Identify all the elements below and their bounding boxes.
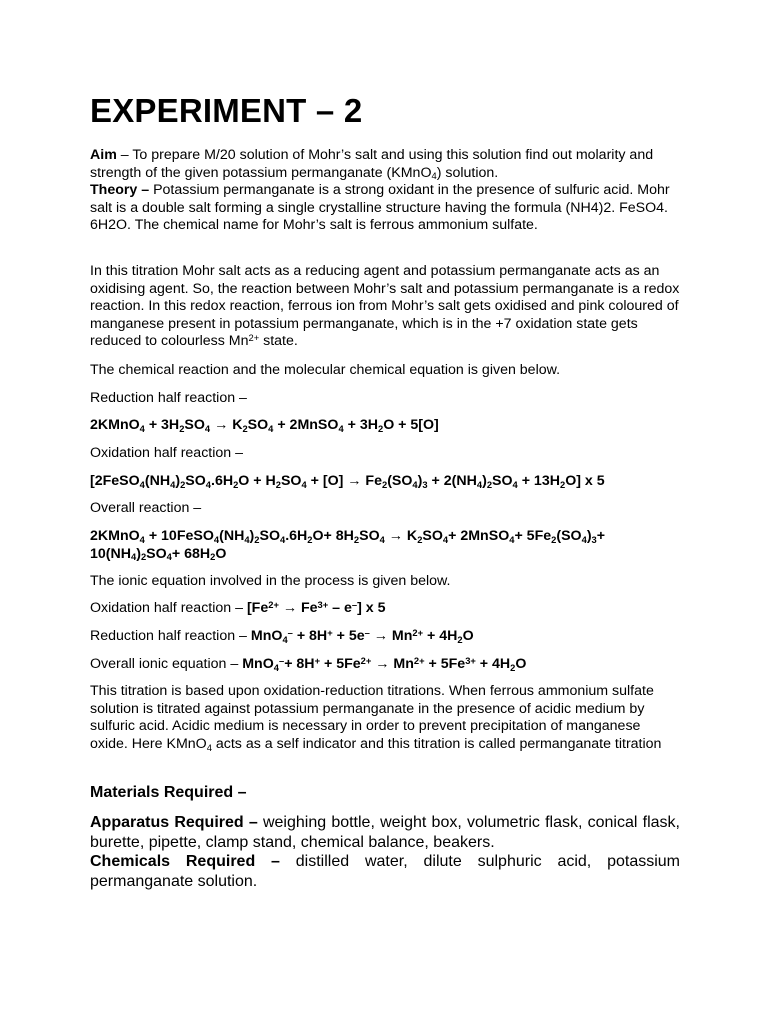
theory-text: Potassium permanganate is a strong oxidant in the presence of sulfuric acid. Mohr salt is a double salt forming a single crystalline structure having the formula (NH4)2. FeSO4. 6H2O. The chemical name for Mohr’s salt is ferrous ammonium sulfate. (90, 182, 670, 234)
apparatus-label: Apparatus Required – (90, 814, 258, 831)
ionic-intro: The ionic equation involved in the process is given below. (90, 573, 451, 589)
chemical-intro: The chemical reaction and the molecular chemical equation is given below. (90, 362, 561, 378)
materials-heading: Materials Required – (90, 784, 247, 801)
reduction-half-label: Reduction half reaction – (90, 390, 247, 406)
apparatus-text: weighing bottle, weight box, volumetric flask, conical flask, burette, pipette, clamp stand, chemical balance, beakers. (90, 814, 680, 851)
ionic-reduction: Reduction half reaction – $MnO_4^- + 8H^+ + 5e^- \to Mn^{2+} + 4H_2O$ (90, 627, 474, 645)
aim-theory-block: Aim – To prepare M/20 solution of Mohr’s salt and using this solution find out molarity and strength of the given potassium permanganate (KMnO$_4$) solution. Theory – Potassium permanganate is a strong oxidant in the presence of sulfuric acid. Mohr salt is a double salt forming a single crystalline structure having the formula (NH4)2. FeSO4. 6H2O. The chemical name for Mohr’s salt is ferrous ammonium sulfate. (90, 147, 670, 234)
ionic-oxidation: Oxidation half reaction – $[Fe^{2+} \to Fe^{3+} - e^-]$ x 5 (90, 599, 386, 616)
chemicals-label: Chemicals Required – (90, 853, 280, 870)
oxidation-half-label: Oxidation half reaction – (90, 445, 244, 461)
titration-description: This titration is based upon oxidation-reduction titrations. When ferrous ammonium sulfate solution is titrated against potassium permanganate in the presence of acidic medium by sulfuric acid. Acidic medium is necessary in order to prevent precipitation of manganese oxide. Here KMnO$_4$ acts as a self indicator and this titration is called permanganate titration (90, 683, 662, 753)
theory-label: Theory – (90, 182, 150, 199)
overall-equation: 2KMnO$_4$ + $10FeSO_4(NH_4)_2SO_4.6H_2O+ 8H_2SO_4 \to K_2SO_4+$ 2MnSO$_4$+ $5Fe_2(SO_4)_3+$ $10(NH_4)_2SO_4+ 68H_2O$ (90, 528, 606, 563)
ionic-overall: Overall ionic equation – $MnO_4^-+ 8H^+ + 5Fe^{2+} \to Mn^{2+} + 5Fe^{3+} + 4H_2O$ (90, 655, 527, 673)
materials-list (90, 813, 680, 891)
overall-label: Overall reaction – (90, 500, 202, 516)
experiment-title: EXPERIMENT – 2 (90, 92, 363, 129)
oxidation-equation: $[2FeSO_4(NH_4)_2SO_4.6H_2O + H_2SO_4 + [O] \to Fe_2(SO_4)_3 + 2(NH_4)_2SO_4 + 13H_2O]$ x 5 (90, 473, 605, 490)
reduction-equation: 2KMnO$_4$ + $3H_2SO_4 \to K_2SO_4$ + 2MnSO$_4$ + $3H_2O + 5[O]$ (90, 417, 439, 434)
aim-label: Aim (90, 147, 117, 163)
aim-text: To prepare M/20 solution of Mohr’s salt and using this solution find out molarity and strength of the given potassium permanganate (KMnO (90, 147, 654, 181)
titration-paragraph: In this titration Mohr salt acts as a reducing agent and potassium permanganate acts as an oxidising agent. So, the reaction between Mohr’s salt and potassium permanganate is a redox reaction. In this redox reaction, ferrous ion from Mohr’s salt gets oxidised and pink coloured of manganese present in potassium permanganate, which is in the +7 oxidation state gets reduced to colourless $Mn^{2+}$ state. (90, 263, 680, 350)
chemicals-text: distilled water, dilute sulphuric acid, potassium permanganate solution. (90, 853, 681, 890)
